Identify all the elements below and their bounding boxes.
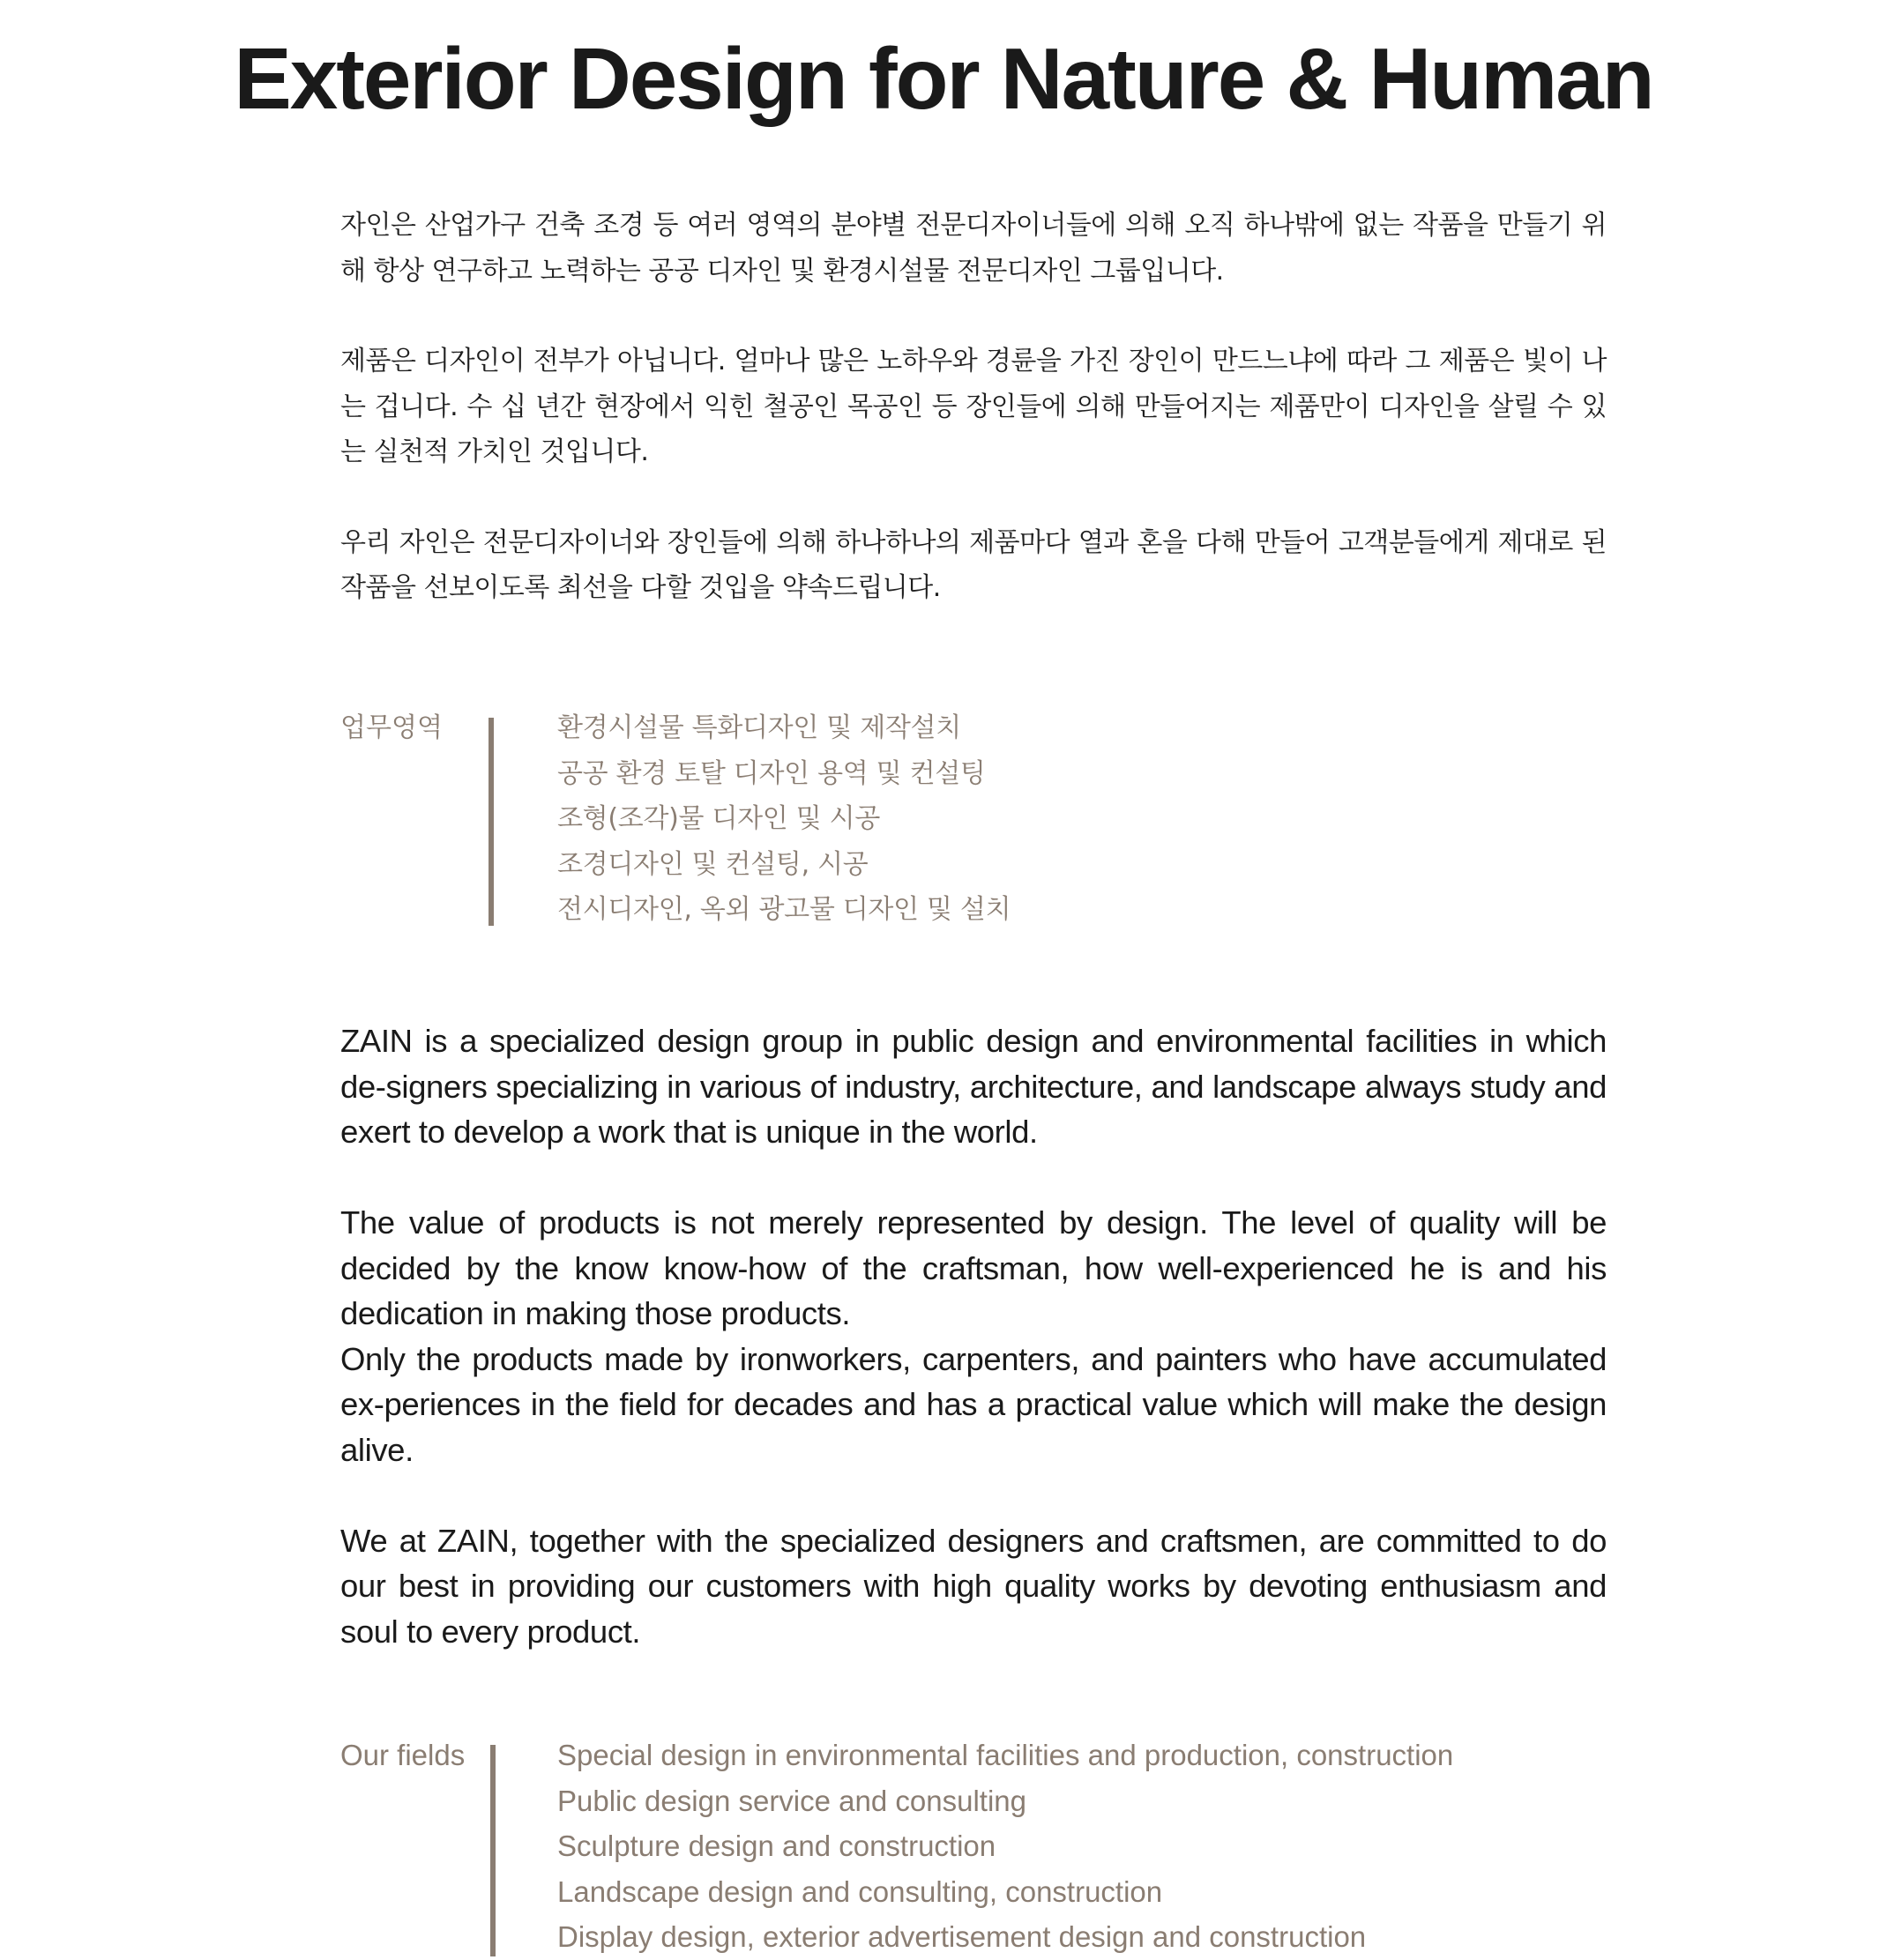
korean-paragraph-3: 우리 자인은 전문디자이너와 장인들에 의해 하나하나의 제품마다 열과 혼을 다해 만들어 고객분들에게 제대로 된 작품을 선보이도록 최선을 다할 것입을 약속드립니다.	[340, 526, 1607, 603]
english-field-item: Display design, exterior advertisement design and construction	[557, 1920, 1367, 1953]
english-paragraph-1: ZAIN is a specialized design group in public design and environmental facilities in which de-signers specializing in various of industry, architecture, and landscape always study and exert to develop a work that is unique in the world.	[340, 1023, 1607, 1150]
english-intro	[340, 1018, 1607, 1700]
korean-fields-label: 업무영역	[340, 712, 443, 743]
english-paragraph-3: Only the products made by ironworkers, carpenters, and painters who have accumulated ex-periences in the field for decades and has a practical value which will make the design alive.	[340, 1340, 1607, 1468]
korean-field-item: 공공 환경 토탈 디자인 용역 및 컨설팅	[557, 757, 986, 789]
korean-paragraph-1: 자인은 산업가구 건축 조경 등 여러 영역의 분야별 전문디자이너들에 의해 오직 하나밖에 없는 작품을 만들기 위해 항상 연구하고 노력하는 공공 디자인 및 환경시설물 전문디자인 그룹입니다.	[340, 210, 1607, 287]
english-fields-list	[557, 1733, 1453, 1960]
korean-field-item: 조경디자인 및 컨설팅, 시공	[557, 848, 869, 880]
english-paragraph-4: We at ZAIN, together with the specialized designers and craftsmen, are committed to do our best in providing our customers with high quality works by devoting enthusiasm and soul to every product.	[340, 1522, 1607, 1650]
korean-paragraph-2: 제품은 디자인이 전부가 아닙니다. 얼마나 많은 노하우와 경륜을 가진 장인이 만드느냐에 따라 그 제품은 빛이 나는 겁니다. 수 십 년간 현장에서 익힌 철공인 목공인 등 장인들에 의해 만들어지는 제품만이 디자인을 살릴 수 있는 실천적 가치인 것입니다.	[340, 346, 1607, 467]
english-field-item: Special design in environmental facilities and production, construction	[557, 1739, 1454, 1771]
english-field-item: Landscape design and consulting, construction	[557, 1874, 1163, 1908]
korean-field-item: 환경시설물 특화디자인 및 제작설치	[557, 712, 961, 743]
korean-fields-divider	[489, 718, 494, 926]
korean-intro	[340, 203, 1607, 656]
english-fields-label: Our fields	[340, 1739, 466, 1771]
korean-fields-list	[557, 705, 1011, 933]
english-fields-divider	[490, 1745, 496, 1956]
korean-field-item: 전시디자인, 옥외 광고물 디자인 및 설치	[557, 894, 1011, 925]
english-field-item: Sculpture design and construction	[557, 1830, 996, 1862]
english-field-item: Public design service and consulting	[557, 1784, 1026, 1817]
page-title: Exterior Design for Nature & Human	[234, 30, 1653, 127]
korean-field-item: 조형(조각)물 디자인 및 시공	[557, 803, 880, 834]
english-paragraph-2: The value of products is not merely represented by design. The level of quality will be decided by the know know-how of the craftsman, how well-experienced he is and his dedication in making those products.	[340, 1204, 1607, 1331]
